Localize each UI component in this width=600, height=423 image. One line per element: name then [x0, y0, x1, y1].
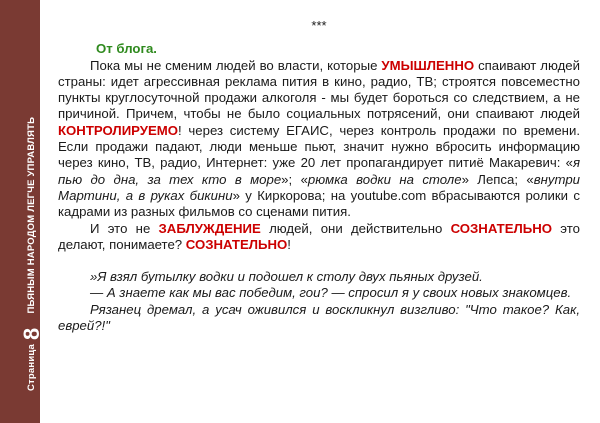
page-sidebar — [0, 0, 44, 423]
p1-highlight-umyshlenno: УМЫШЛЕННО — [381, 57, 475, 73]
page-word-label: Страница — [26, 343, 37, 391]
page-number: 8 — [19, 327, 44, 340]
paragraph-2 — [58, 221, 580, 254]
quote-line-2: — А знаете как мы вас победим, гои? — спросил я у своих новых знакомцев. — [90, 285, 572, 301]
p1-text-3: ! через систему ЕГАИС, через контроль продажи по времени. Если продажи падают, люди меньше пьют, значит нужно вбросить информацию через кино, ТВ, радио, Интернет: уже 20 лет пропагандирует питиё Макаревич: « — [58, 122, 580, 171]
article-body — [58, 18, 580, 334]
p2-highlight-soznatelno-1: СОЗНАТЕЛЬНО — [450, 220, 553, 236]
sidebar-label — [20, 117, 44, 391]
p1-text-1: Пока мы не сменим людей во власти, которые — [90, 57, 382, 73]
p1-text-5: » Лепса; « — [461, 171, 534, 187]
p2-text-3: это делают, понимаете? — [58, 220, 580, 252]
p2-text-2: людей, они действительно — [260, 220, 451, 236]
running-title: ПЬЯНЫМ НАРОДОМ ЛЕГЧЕ УПРАВЛЯТЬ — [26, 116, 37, 314]
quote-line-1: »Я взял бутылку водки и подошел к столу двух пьяных друзей. — [90, 269, 483, 285]
p1-text-2: спаивают людей страны: идет агрессивная реклама пития в кино, радио, ТВ; строятся повсеместно пункты круглосуточной продажи алкоголя - мы будет бороться со следствием, а не причиной. Причем, чтобы не было социальных потрясений, они спаивают людей — [58, 57, 580, 122]
p2-text-1: И это не — [90, 220, 159, 236]
p1-quote-leps: рюмка водки на столе — [307, 171, 462, 187]
p2-text-4: ! — [287, 236, 291, 252]
p2-highlight-zabluzhdenie: ЗАБЛУЖДЕНИЕ — [158, 220, 261, 236]
paragraph-gap — [58, 253, 580, 269]
p1-text-4: »; « — [281, 171, 308, 187]
blog-heading: От блога. — [96, 41, 157, 57]
quote-line-3: Рязанец дремал, а усач оживился и воскликнул визгливо: "Что такое? Как, еврей?!" — [58, 301, 580, 334]
quoted-excerpt — [58, 269, 580, 334]
paragraph-1 — [58, 58, 580, 221]
p1-quote-kirkorov: внутри Мартини, а в руках бикини — [58, 171, 580, 203]
section-separator: *** — [311, 18, 327, 33]
p2-highlight-soznatelno-2: СОЗНАТЕЛЬНО — [185, 236, 288, 252]
p1-quote-makarevich: я пью до дна, за тех кто в море — [58, 155, 580, 187]
p1-text-6: » у Киркорова; на youtube.com вбрасываются ролики с кадрами из разных фильмов со сценами пития. — [58, 187, 580, 220]
p1-highlight-kontroliruemo: КОНТРОЛИРУЕМО — [58, 122, 179, 138]
